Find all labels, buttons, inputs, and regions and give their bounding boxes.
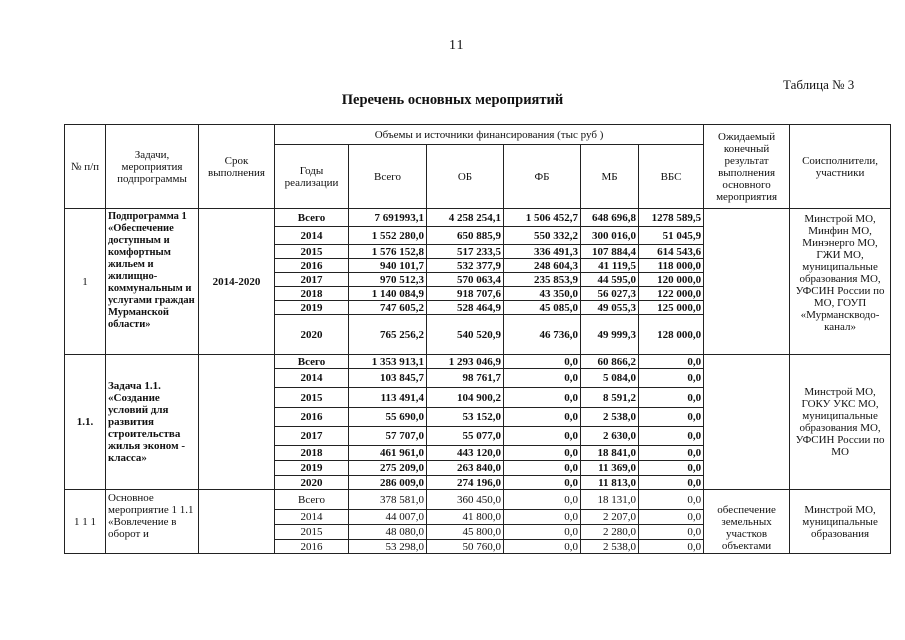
- document-title: Перечень основных мероприятий: [341, 92, 564, 108]
- cell-ob: 570 063,4: [427, 273, 504, 287]
- cell-vbs: 125 000,0: [639, 301, 704, 315]
- cell-total: 747 605,2: [349, 301, 427, 315]
- cell-ob: 517 233,5: [427, 245, 504, 259]
- cell-year: 2014: [275, 227, 349, 245]
- cell-ob: 918 707,6: [427, 287, 504, 301]
- cell-year: 2020: [275, 315, 349, 355]
- cell-total: 461 961,0: [349, 446, 427, 461]
- cell-vbs: 120 000,0: [639, 273, 704, 287]
- cell-fb: 0,0: [504, 461, 581, 476]
- cell-mb: 11 369,0: [581, 461, 639, 476]
- section-partners: Минстрой МО, Минфин МО, Минэнерго МО, ГЖИ МО, муниципальные образования МО, УФСИН России по МО, ГОУП «Мурманскводо-канал»: [790, 209, 891, 355]
- cell-total: 286 009,0: [349, 476, 427, 490]
- cell-year: 2016: [275, 540, 349, 554]
- cell-year: 2018: [275, 287, 349, 301]
- cell-total: 7 691993,1: [349, 209, 427, 227]
- cell-fb: 0,0: [504, 369, 581, 388]
- cell-fb: 0,0: [504, 476, 581, 490]
- cell-vbs: 0,0: [639, 476, 704, 490]
- cell-total: 765 256,2: [349, 315, 427, 355]
- cell-fb: 0,0: [504, 510, 581, 525]
- cell-total: 53 298,0: [349, 540, 427, 554]
- header-term: Срок выполнения: [199, 125, 275, 209]
- cell-mb: 41 119,5: [581, 259, 639, 273]
- header-tasks: Задачи, мероприятия подпрограммы: [106, 125, 199, 209]
- cell-mb: 2 630,0: [581, 427, 639, 446]
- cell-total: 970 512,3: [349, 273, 427, 287]
- cell-mb: 300 016,0: [581, 227, 639, 245]
- cell-vbs: 1278 589,5: [639, 209, 704, 227]
- cell-ob: 528 464,9: [427, 301, 504, 315]
- cell-year: 2018: [275, 446, 349, 461]
- cell-year: 2014: [275, 369, 349, 388]
- cell-mb: 49 999,3: [581, 315, 639, 355]
- cell-ob: 540 520,9: [427, 315, 504, 355]
- cell-total: 1 140 084,9: [349, 287, 427, 301]
- header-years: Годы реализации: [275, 145, 349, 209]
- cell-ob: 274 196,0: [427, 476, 504, 490]
- cell-mb: 107 884,4: [581, 245, 639, 259]
- table-label: Таблица № 3: [783, 77, 855, 92]
- cell-vbs: 128 000,0: [639, 315, 704, 355]
- cell-mb: 18 841,0: [581, 446, 639, 461]
- cell-ob: 55 077,0: [427, 427, 504, 446]
- cell-total: 48 080,0: [349, 525, 427, 540]
- cell-vbs: 0,0: [639, 355, 704, 369]
- cell-ob: 263 840,0: [427, 461, 504, 476]
- page-number: 11: [449, 38, 465, 53]
- cell-mb: 2 280,0: [581, 525, 639, 540]
- cell-mb: 8 591,2: [581, 388, 639, 408]
- cell-fb: 45 085,0: [504, 301, 581, 315]
- cell-ob: 360 450,0: [427, 490, 504, 510]
- cell-fb: 0,0: [504, 540, 581, 554]
- cell-ob: 45 800,0: [427, 525, 504, 540]
- cell-year: Всего: [275, 355, 349, 369]
- cell-fb: 1 506 452,7: [504, 209, 581, 227]
- cell-fb: 336 491,3: [504, 245, 581, 259]
- section-desc: Задача 1.1. «Создание условий для развития строительства жилья эконом - класса»: [106, 355, 199, 490]
- cell-vbs: 614 543,6: [639, 245, 704, 259]
- cell-year: 2020: [275, 476, 349, 490]
- cell-mb: 60 866,2: [581, 355, 639, 369]
- cell-vbs: 51 045,9: [639, 227, 704, 245]
- cell-vbs: 0,0: [639, 510, 704, 525]
- header-result: Ожидаемый конечный результат выполнения основного мероприятия: [704, 125, 790, 209]
- section-partners: Минстрой МО, ГОКУ УКС МО, муниципальные образования МО, УФСИН России по МО: [790, 355, 891, 490]
- section-term: 2014-2020: [199, 209, 275, 355]
- cell-total: 57 707,0: [349, 427, 427, 446]
- cell-fb: 0,0: [504, 427, 581, 446]
- cell-mb: 56 027,3: [581, 287, 639, 301]
- table-row: [65, 490, 891, 510]
- cell-ob: 104 900,2: [427, 388, 504, 408]
- cell-vbs: 0,0: [639, 369, 704, 388]
- cell-mb: 5 084,0: [581, 369, 639, 388]
- cell-year: 2014: [275, 510, 349, 525]
- cell-vbs: 0,0: [639, 540, 704, 554]
- cell-ob: 98 761,7: [427, 369, 504, 388]
- cell-fb: 248 604,3: [504, 259, 581, 273]
- section-partners: Минстрой МО, муниципальные образования: [790, 490, 891, 554]
- cell-fb: 0,0: [504, 355, 581, 369]
- cell-year: 2016: [275, 259, 349, 273]
- cell-vbs: 0,0: [639, 408, 704, 427]
- cell-mb: 2 538,0: [581, 540, 639, 554]
- cell-total: 1 576 152,8: [349, 245, 427, 259]
- cell-year: 2016: [275, 408, 349, 427]
- cell-year: Всего: [275, 490, 349, 510]
- cell-total: 378 581,0: [349, 490, 427, 510]
- cell-ob: 50 760,0: [427, 540, 504, 554]
- cell-mb: 11 813,0: [581, 476, 639, 490]
- header-mb: МБ: [581, 145, 639, 209]
- section-num: 1: [65, 209, 106, 355]
- cell-ob: 443 120,0: [427, 446, 504, 461]
- cell-year: 2019: [275, 461, 349, 476]
- cell-mb: 18 131,0: [581, 490, 639, 510]
- cell-year: 2017: [275, 273, 349, 287]
- header-num: № п/п: [65, 125, 106, 209]
- section-desc: Основное мероприятие 1 1.1 «Вовлечение в оборот и: [106, 490, 199, 554]
- cell-vbs: 0,0: [639, 490, 704, 510]
- cell-total: 44 007,0: [349, 510, 427, 525]
- cell-fb: 0,0: [504, 408, 581, 427]
- table-row: [65, 355, 891, 369]
- measures-table: [64, 124, 891, 554]
- header-vbs: ВБС: [639, 145, 704, 209]
- cell-vbs: 118 000,0: [639, 259, 704, 273]
- cell-total: 113 491,4: [349, 388, 427, 408]
- header-fb: ФБ: [504, 145, 581, 209]
- section-num: 1.1.: [65, 355, 106, 490]
- cell-fb: 0,0: [504, 490, 581, 510]
- header-ob: ОБ: [427, 145, 504, 209]
- cell-year: Всего: [275, 209, 349, 227]
- cell-year: 2015: [275, 245, 349, 259]
- section-result: [704, 355, 790, 490]
- cell-ob: 1 293 046,9: [427, 355, 504, 369]
- cell-fb: 0,0: [504, 446, 581, 461]
- cell-vbs: 0,0: [639, 525, 704, 540]
- cell-mb: 2 207,0: [581, 510, 639, 525]
- cell-ob: 532 377,9: [427, 259, 504, 273]
- cell-total: 103 845,7: [349, 369, 427, 388]
- cell-ob: 4 258 254,1: [427, 209, 504, 227]
- section-result: обеспечение земельных участков объектами: [704, 490, 790, 554]
- cell-mb: 2 538,0: [581, 408, 639, 427]
- cell-ob: 650 885,9: [427, 227, 504, 245]
- cell-year: 2017: [275, 427, 349, 446]
- cell-vbs: 0,0: [639, 461, 704, 476]
- cell-total: 1 353 913,1: [349, 355, 427, 369]
- cell-fb: 0,0: [504, 525, 581, 540]
- cell-vbs: 122 000,0: [639, 287, 704, 301]
- cell-mb: 44 595,0: [581, 273, 639, 287]
- cell-ob: 41 800,0: [427, 510, 504, 525]
- section-num: 1 1 1: [65, 490, 106, 554]
- cell-mb: 49 055,3: [581, 301, 639, 315]
- cell-fb: 0,0: [504, 388, 581, 408]
- section-term: [199, 490, 275, 554]
- section-term: [199, 355, 275, 490]
- header-partners: Соисполнители, участники: [790, 125, 891, 209]
- cell-year: 2015: [275, 525, 349, 540]
- cell-fb: 46 736,0: [504, 315, 581, 355]
- section-desc: Подпрограмма 1 «Обеспечение доступным и комфортным жильем и жилищно-коммунальным и услугами граждан Мурманской области»: [106, 209, 199, 355]
- cell-fb: 550 332,2: [504, 227, 581, 245]
- cell-ob: 53 152,0: [427, 408, 504, 427]
- cell-total: 55 690,0: [349, 408, 427, 427]
- cell-mb: 648 696,8: [581, 209, 639, 227]
- cell-total: 275 209,0: [349, 461, 427, 476]
- cell-vbs: 0,0: [639, 446, 704, 461]
- cell-total: 940 101,7: [349, 259, 427, 273]
- cell-vbs: 0,0: [639, 427, 704, 446]
- section-result: [704, 209, 790, 355]
- cell-total: 1 552 280,0: [349, 227, 427, 245]
- cell-fb: 43 350,0: [504, 287, 581, 301]
- cell-vbs: 0,0: [639, 388, 704, 408]
- cell-year: 2015: [275, 388, 349, 408]
- header-total: Всего: [349, 145, 427, 209]
- table-row: [65, 209, 891, 227]
- cell-year: 2019: [275, 301, 349, 315]
- cell-fb: 235 853,9: [504, 273, 581, 287]
- header-funding-group: Объемы и источники финансирования (тыс руб ): [275, 125, 704, 145]
